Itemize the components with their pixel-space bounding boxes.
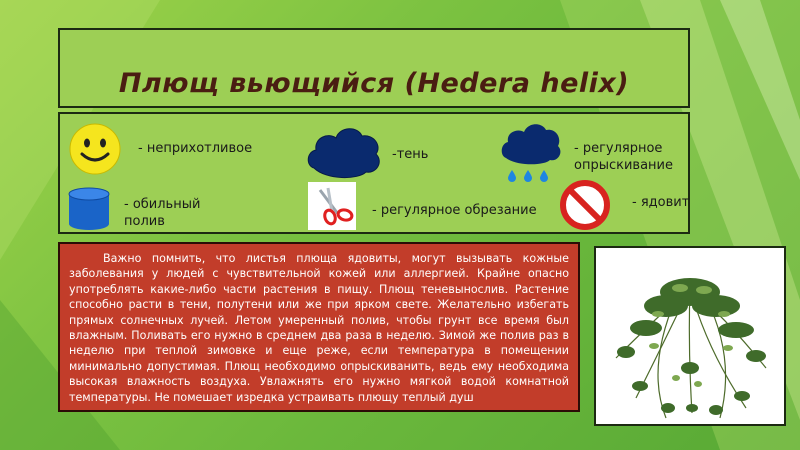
scissors-icon [308,182,356,230]
prohibited-icon [558,178,612,232]
description-panel [58,242,580,412]
care-legend-panel [58,112,690,234]
legend-label-shade: -тень [392,147,429,162]
bucket-icon [66,186,112,232]
smiley-icon [68,122,122,176]
ivy-photo-frame [594,246,786,426]
legend-label-spraying: - регулярное опрыскивание [574,141,673,173]
legend-label-watering: - обильный полив [124,197,201,229]
slide-title: Плющ вьющийся (Hedera helix) [118,68,630,99]
rain-cloud-icon [500,120,562,184]
legend-label-unpretentious: - неприхотливое [138,141,253,156]
title-panel [58,28,690,108]
description-text: Важно помнить, что листья плюща ядовиты, могут вызывать кожные заболевания у людей с чувствительной кожей или аллергией. Крайне опасно употреблять какие-либо части растения в пищу. Плющ теневынослив. Растение способно расти в тени, полутени или же при ярком свете. Желательно избегать прямых солнечных лучей. Летом умеренный полив, чтобы грунт все время был влажным. Поливать его нужно в среднем два раза в неделю. Зимой же полив раз в неделю при теплой зимовке и еще реже, если температура в помещении минимально допустимая. Плющ необходимо опрыскиванить, ведь ему необходима высокая влажность воздуха. Увлажнять его нужно мягкой водой комнатной температуры. Не помешает изредка устраивать плющу теплый душ [69,252,569,404]
ivy-plant-image [596,248,784,424]
legend-label-poisonous: - ядовит [632,195,690,210]
cloud-icon [306,122,382,180]
legend-label-pruning: - регулярное обрезание [372,203,537,218]
